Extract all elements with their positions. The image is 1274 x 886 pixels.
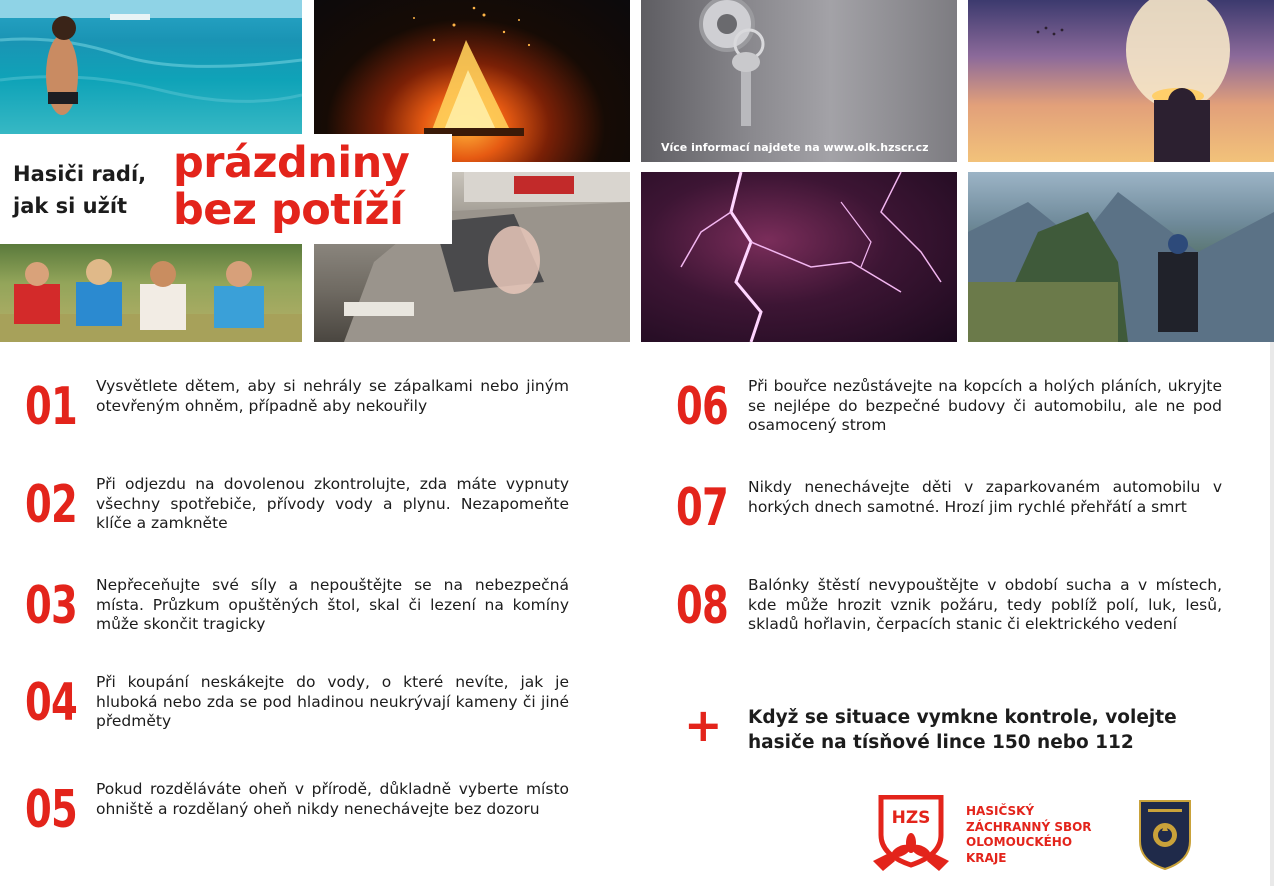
headline-title-line2: bez potíží — [173, 185, 404, 235]
headline-lead: Hasiči radí, jak si užít — [13, 162, 147, 218]
tip-text: Při odjezdu na dovolenou zkontrolujte, zda máte vypnuty všechny spotřebiče, přívody vody a plynu. Nezapomeňte klíče a zamkněte — [96, 475, 569, 532]
tip-text: Při koupání neskákejte do vody, o které nevíte, jak je hluboká nebo zda se pod hladinou neukrývají kameny či jiné předměty — [96, 673, 569, 730]
plus-icon: + — [684, 698, 723, 752]
photo-key-in-lock — [641, 0, 957, 162]
hzs-name-line: OLOMOUCKÉHO — [966, 835, 1073, 849]
hzs-name — [966, 804, 1092, 866]
tip-number: 07 — [676, 478, 729, 538]
tip-text: Vysvětlete dětem, aby si nehrály se zápalkami nebo jiným otevřeným ohněm, případně aby nekouřily — [96, 377, 569, 415]
hzs-logo — [873, 795, 949, 873]
photo-mountains-hiker — [968, 172, 1274, 342]
tip-number: 02 — [25, 475, 78, 535]
tip-number: 04 — [25, 673, 78, 733]
headline-title-line1: prázdniny — [173, 138, 410, 188]
tip-text: Balónky štěstí nevypouštějte v období sucha a v místech, kde může hrozit vznik požáru, tedy poblíž polí, luk, lesů, skladů hořlavin, čerpacích stanic či elektrického vedení — [748, 576, 1222, 633]
emergency-text: Když se situace vymkne kontrole, volejte hasiče na tísňové lince 150 nebo 112 — [748, 707, 1177, 753]
tip-number: 01 — [25, 377, 78, 437]
info-link[interactable]: Více informací najdete na www.olk.hzscr.cz — [661, 141, 929, 154]
tip-number: 03 — [25, 576, 78, 636]
headline-title — [173, 140, 409, 234]
photo-children — [0, 244, 302, 342]
photo-sea-swimmer — [0, 0, 302, 134]
hzs-name-line: ZÁCHRANNÝ SBOR — [966, 819, 1092, 834]
tip-number: 06 — [676, 377, 729, 437]
hzs-name-line: HASIČSKÝ — [966, 804, 1035, 818]
photo-lightning — [641, 172, 957, 342]
page-edge — [1270, 342, 1274, 886]
hzs-badge-text: HZS — [891, 808, 931, 828]
hzs-name-line: KRAJE — [966, 850, 1007, 865]
tip-number: 05 — [25, 780, 78, 840]
headline-box — [0, 134, 452, 244]
tip-text: Pokud rozděláváte oheň v přírodě, důkladně vyberte místo ohniště a rozdělaný oheň nikdy nenechávejte bez dozoru — [96, 780, 569, 818]
photo-sky-lantern — [968, 0, 1274, 162]
tip-number: 08 — [676, 576, 729, 636]
fire-rescue-emblem-icon — [1138, 797, 1192, 871]
tip-text: Nikdy nenechávejte děti v zaparkovaném automobilu v horkých dnech samotné. Hrozí jim rychlé přehřátí a smrt — [748, 478, 1222, 516]
tip-text: Při bouřce nezůstávejte na kopcích a holých pláních, ukryjte se nejlépe do bezpečné budovy či automobilu, ale ne pod osamocený strom — [748, 377, 1222, 434]
tip-text: Nepřeceňujte své síly a nepouštějte se na nebezpečná místa. Průzkum opuštěných štol, skal či lezení na komíny může skončit tragicky — [96, 576, 569, 633]
